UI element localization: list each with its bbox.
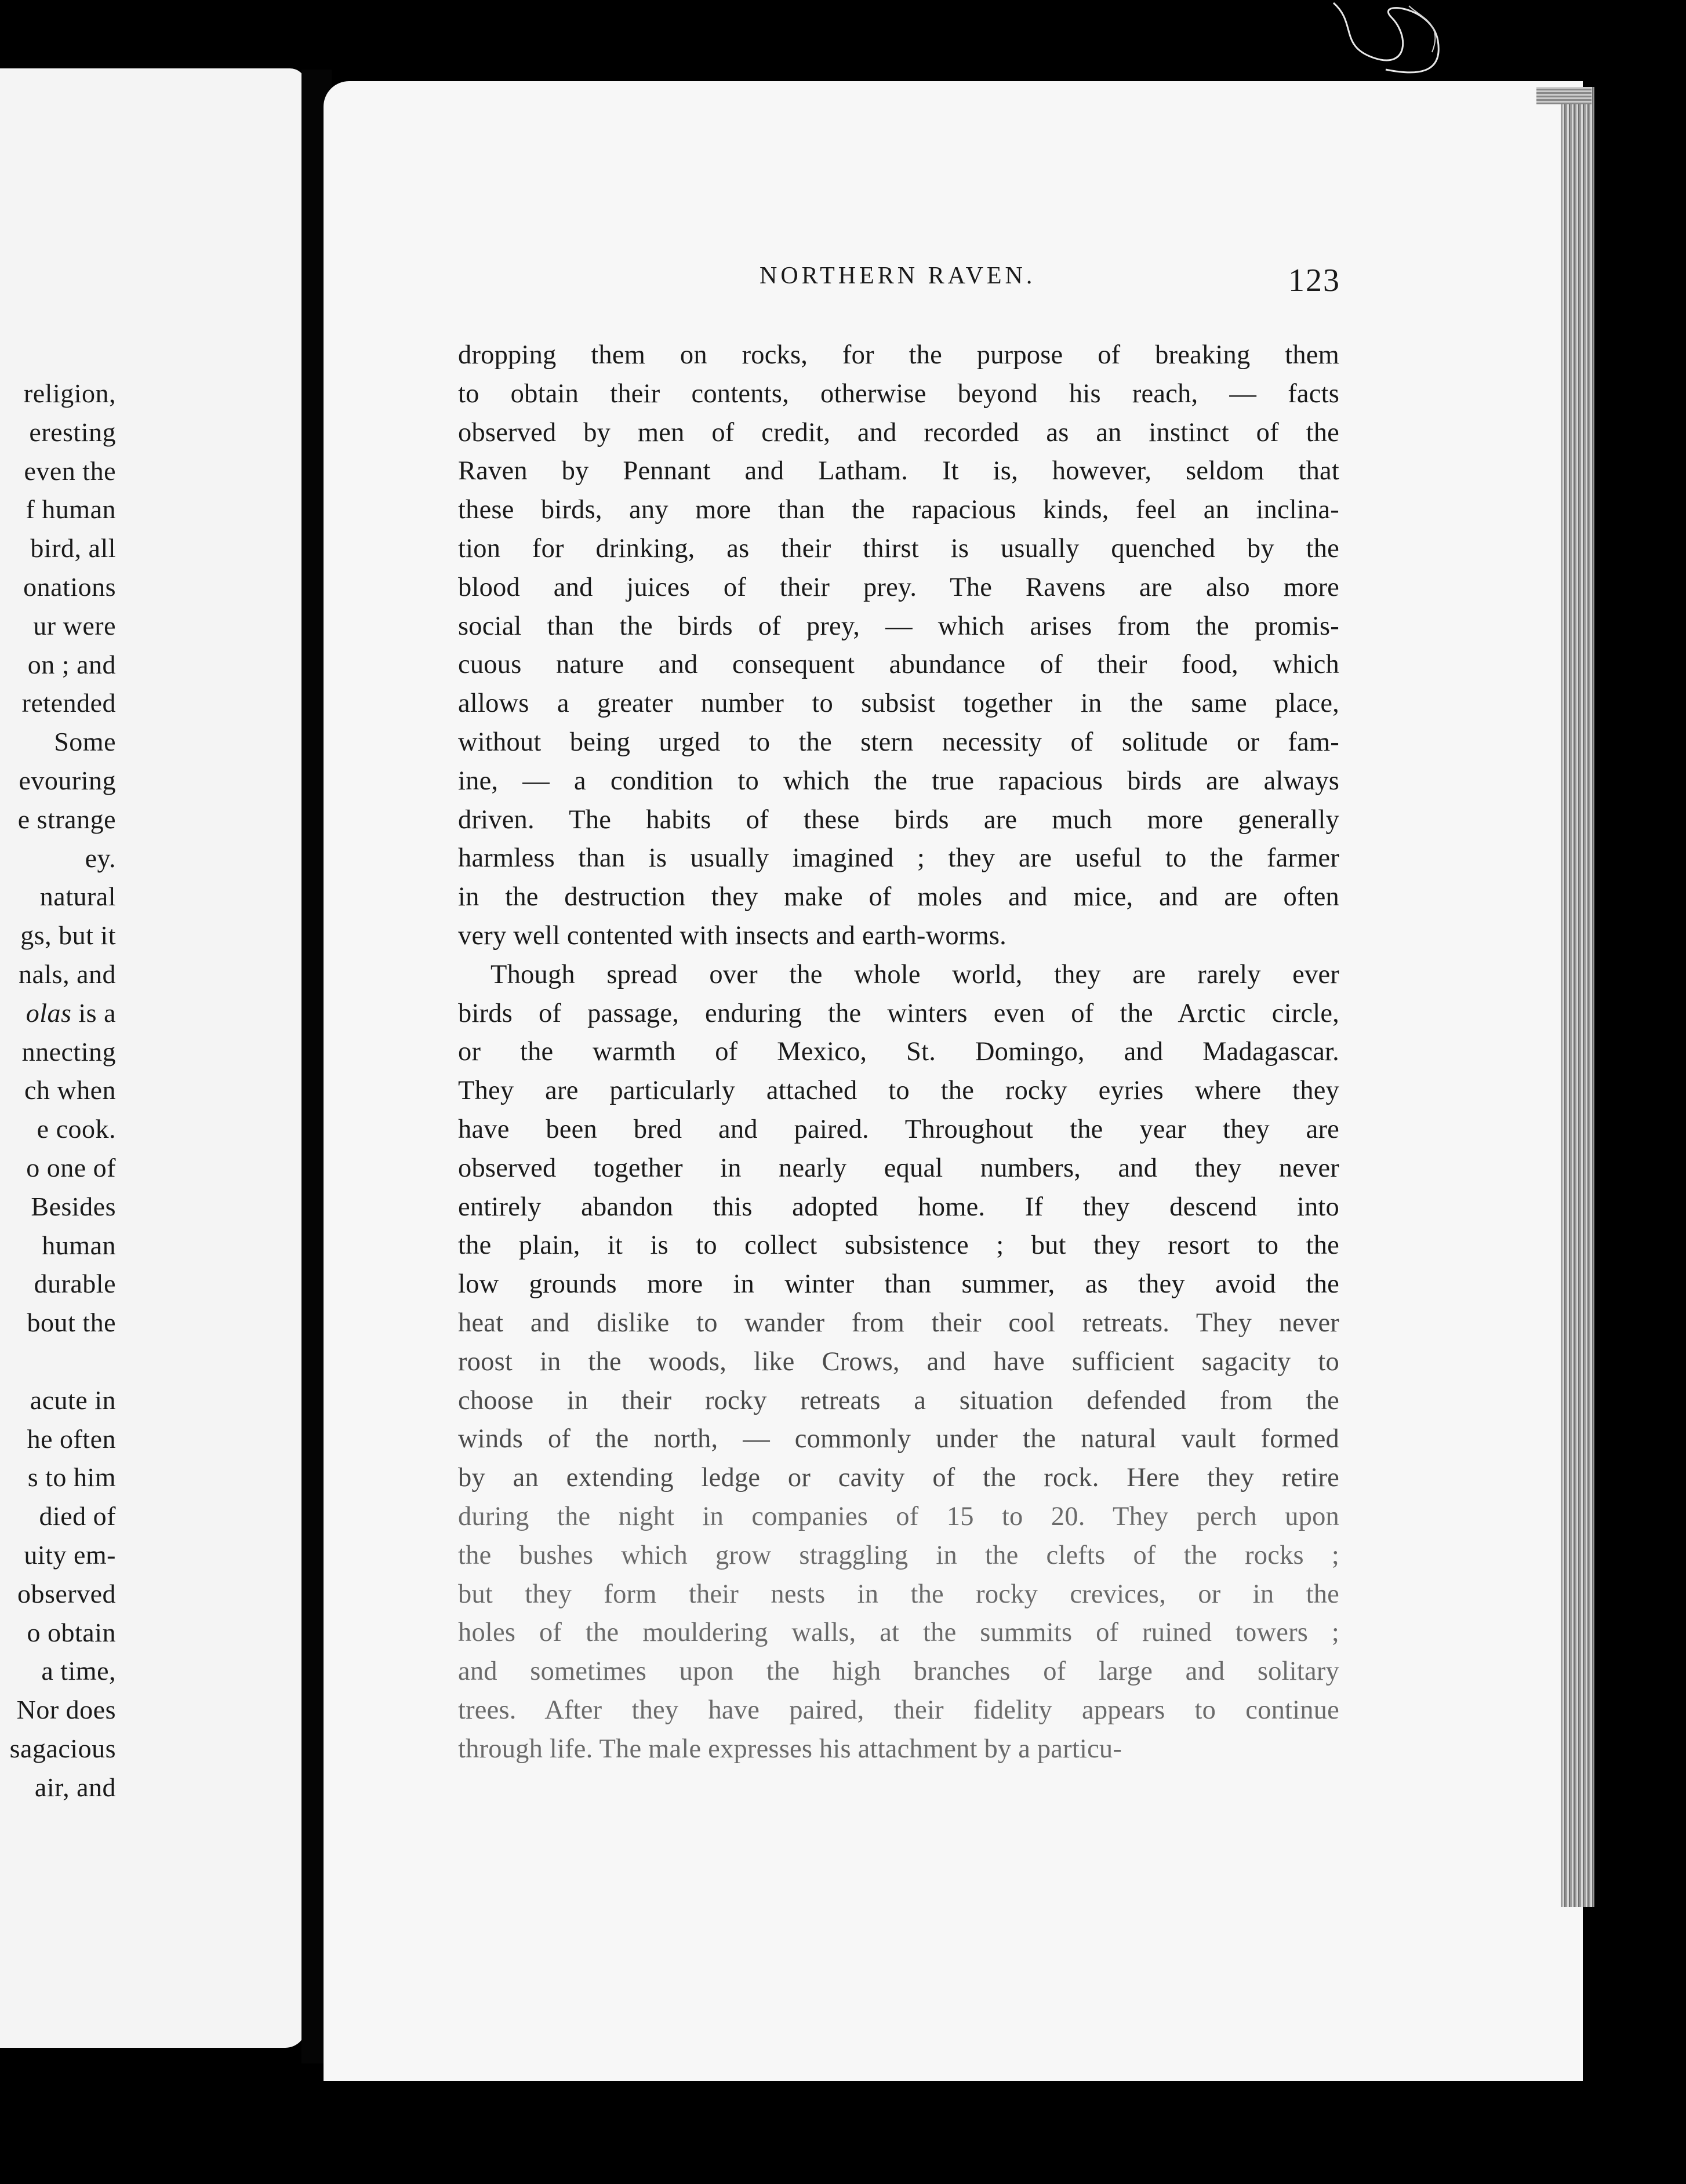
running-head: NORTHERN RAVEN. [760,263,1036,289]
left-text-line: retended [21,688,116,718]
left-text-line: Nor does [16,1695,116,1725]
text-line: but they form their nests in the rocky crevices, or in the [458,1579,1339,1609]
page-edges-top [1536,87,1591,104]
left-text-line: ey. [85,843,116,873]
left-text-line: e strange [17,804,116,834]
text-line: have been bred and paired. Throughout the year they are [458,1114,1339,1144]
text-line: without being urged to the stern necessity of solitude or fam- [458,727,1339,757]
text-line: in the destruction they make of moles and mice, and are often [458,882,1339,912]
left-text-line: Besides [31,1191,116,1221]
text-line: They are particularly attached to the rocky eyries where they [458,1076,1339,1106]
text-line: observed together in nearly equal numbers, and they never [458,1153,1339,1183]
text-line: observed by men of credit, and recorded as an instinct of the [458,417,1339,447]
text-line: driven. The habits of these birds are much more generally [458,805,1339,835]
text-line: choose in their rocky retreats a situation defended from the [458,1385,1339,1415]
left-text-line: bird, all [30,533,116,563]
text-line: ine, — a condition to which the true rapacious birds are always [458,766,1339,796]
left-text-line: gs, but it [20,920,116,951]
text-line: Though spread over the whole world, they are rarely ever [490,959,1339,989]
left-text-line: acute in [30,1385,116,1415]
text-line: roost in the woods, like Crows, and have sufficient sagacity to [458,1346,1339,1377]
text-line: very well contented with insects and earth-worms. [458,920,1006,951]
text-line: trees. After they have paired, their fidelity appears to continue [458,1695,1339,1725]
left-text-line: olas is a [26,998,116,1028]
text-line: birds of passage, enduring the winters even of the Arctic circle, [458,998,1339,1028]
left-text-line: s to him [27,1462,116,1493]
text-line: low grounds more in winter than summer, as they avoid the [458,1269,1339,1300]
page-edges [1561,87,1594,1907]
text-line: holes of the mouldering walls, at the summits of ruined towers ; [458,1618,1339,1648]
page-number: 123 [1288,263,1340,299]
text-line: tion for drinking, as their thirst is usually quenched by the [458,533,1339,563]
text-line: during the night in companies of 15 to 20. They perch upon [458,1501,1339,1531]
left-text-line: human [42,1230,116,1260]
thread-icon [1322,0,1449,81]
text-line: the plain, it is to collect subsistence ; but they resort to the [458,1231,1339,1261]
left-text-line: nals, and [18,959,116,989]
text-line: to obtain their contents, otherwise beyond his reach, — facts [458,378,1339,409]
text-line: blood and juices of their prey. The Ravens are also more [458,572,1339,602]
left-text-line: sagacious [9,1733,116,1763]
left-text-line: air, and [34,1772,116,1802]
left-text-line: on ; and [27,649,116,679]
text-line: the bushes which grow straggling in the clefts of the rocks ; [458,1540,1339,1570]
text-line: entirely abandon this adopted home. If they descend into [458,1192,1339,1222]
left-page [0,68,306,2048]
text-line: and sometimes upon the high branches of large and solitary [458,1657,1339,1687]
left-text-line: even the [24,456,116,486]
text-line: winds of the north, — commonly under the natural vault formed [458,1424,1339,1454]
left-text-line: uity em- [24,1539,116,1570]
body-text [458,336,1339,1768]
text-line: social than the birds of prey, — which arises from the promis- [458,611,1339,641]
left-text-line: died of [39,1501,116,1531]
left-text-line: natural [39,882,116,912]
text-line: through life. The male expresses his attachment by a particu- [458,1734,1122,1764]
text-line: by an extending ledge or cavity of the rock. Here they retire [458,1463,1339,1493]
left-text-line: evouring [19,765,116,795]
left-text-line: Some [54,727,116,757]
left-text-line: durable [34,1269,116,1299]
left-text-line: he often [27,1424,116,1454]
text-line: harmless than is usually imagined ; they are useful to the farmer [458,843,1339,873]
left-text-line: e cook. [37,1114,116,1144]
left-text-line: f human [26,494,116,525]
text-line: or the warmth of Mexico, St. Domingo, and Madagascar. [458,1037,1339,1067]
text-line: allows a greater number to subsist together in the same place, [458,689,1339,719]
left-text-line: bout the [27,1308,116,1338]
left-text-line: o one of [26,1152,116,1182]
left-page-text [0,374,116,1807]
text-line: heat and dislike to wander from their cool retreats. They never [458,1308,1339,1338]
left-text-line [0,1342,116,1381]
text-line: these birds, any more than the rapacious kinds, feel an inclina- [458,495,1339,525]
left-text-line: o obtain [27,1617,116,1647]
left-text-line: ur were [33,610,116,640]
left-text-line: nnecting [21,1036,116,1066]
left-text-line: ch when [24,1075,116,1105]
left-text-line: religion, [23,378,116,408]
left-text-line: onations [23,572,116,602]
text-line: cuous nature and consequent abundance of their food, which [458,650,1339,680]
text-line: Raven by Pennant and Latham. It is, however, seldom that [458,456,1339,486]
text-line: dropping them on rocks, for the purpose of breaking them [458,340,1339,370]
left-text-line: eresting [29,417,116,447]
left-text-line: observed [17,1578,116,1608]
left-text-line: a time, [41,1656,116,1686]
